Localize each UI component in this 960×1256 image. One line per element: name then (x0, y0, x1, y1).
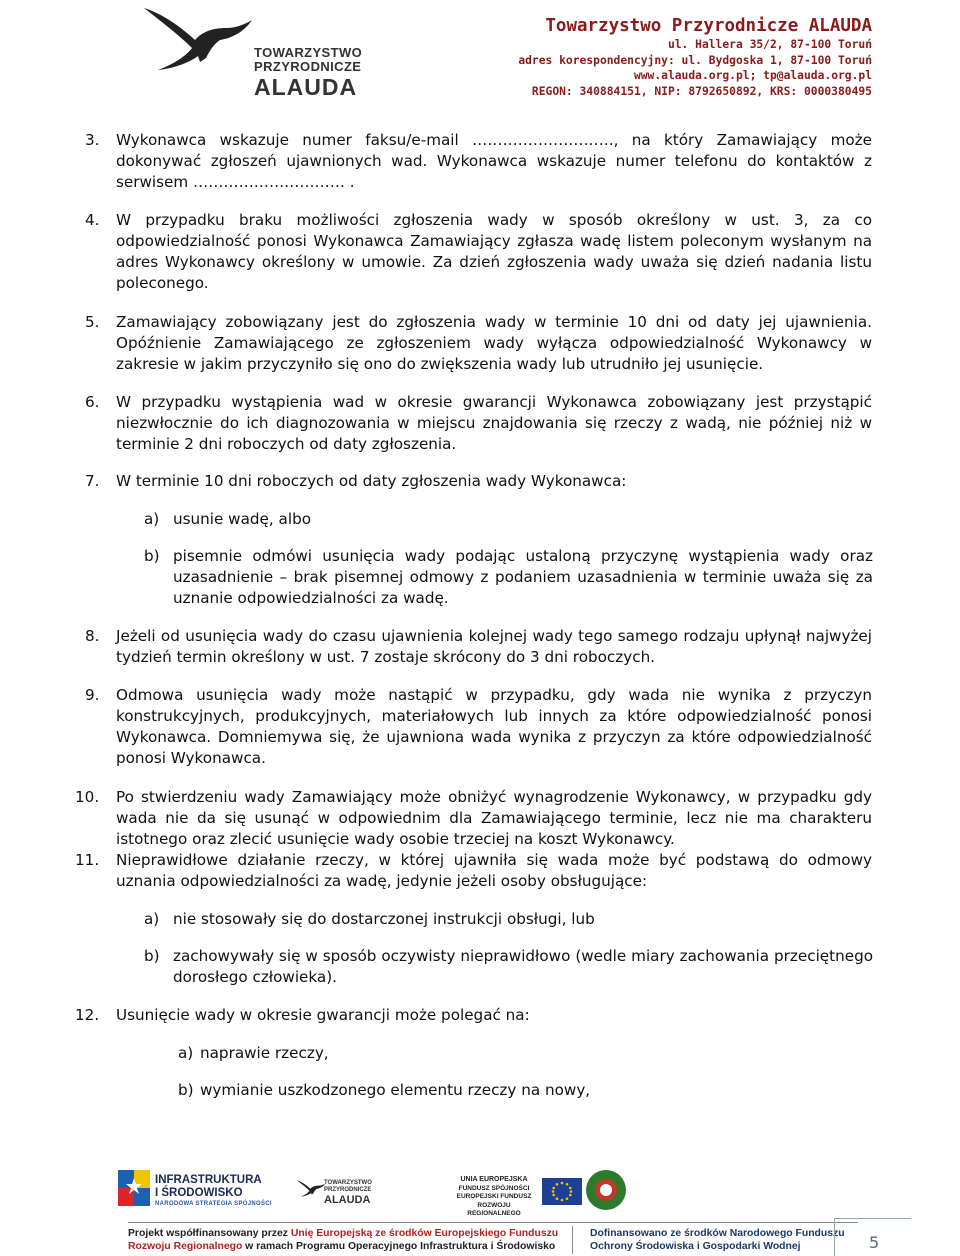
item-text: W terminie 10 dni roboczych od daty zgłoszenia wady Wykonawca: (116, 472, 627, 490)
item-number: 9. (85, 686, 100, 704)
sub-item-text: wymianie uszkodzonego elementu rzeczy na nowy, (200, 1081, 591, 1099)
item-text: Odmowa usunięcia wady może nastąpić w przypadku, gdy wada nie wynika z przyczyn konstrukcyjnych, produkcyjnych, materiałowych lub innych za które odpowiedzialność ponosi Wykonawca. Domniemywa się, że ujawniona wada wynika z przyczyn za które odpowiedzialność ponosi Wykonawca. (116, 686, 872, 767)
registry-numbers: REGON: 340884151, NIP: 8792650892, KRS: 0000380495 (531, 84, 872, 98)
sub-item-letter: a) (178, 1044, 194, 1062)
correspondence-address: adres korespondencyjny: ul. Bydgoska 1, 87-100 Toruń (518, 53, 872, 67)
page-header (0, 0, 960, 110)
sub-item-text: usunie wadę, albo (173, 510, 312, 528)
page-footer (0, 1158, 960, 1255)
logo-line-2: PRZYRODNICZE (254, 59, 362, 74)
nfos-line-1: Dofinansowano ze środków Narodowego Funduszu (590, 1228, 845, 1239)
project-text-red: Unię Europejską ze środków Europejskiego Funduszu (290, 1228, 559, 1239)
infrastruktura-logo-icon (116, 1168, 152, 1208)
nfos-line-2: Ochrony Środowiska i Gospodarki Wodnej (590, 1240, 801, 1252)
logo-line-3: ALAUDA (254, 74, 358, 100)
list-item (85, 130, 872, 193)
item-text: W przypadku braku możliwości zgłoszenia wady w sposób określony w ust. 3, za co odpowiedzialność ponosi Wykonawca Zamawiający zgłasza wadę listem poleconym wysłanym na adres Wykonawcy określony w umowie. Za dzień zgłoszenia wady uważa się dzień nadania listu poleconego. (116, 211, 872, 292)
list-item (85, 210, 872, 294)
infra-line-3: NARODOWA STRATEGIA SPÓJNOŚCI (155, 1201, 272, 1207)
item-number: 7. (85, 472, 100, 490)
logo-line-1: TOWARZYSTWO (254, 45, 363, 60)
alauda-small-line-1: TOWARZYSTWO (324, 1180, 372, 1186)
sub-item-letter: a) (144, 510, 160, 528)
eu-line-4: ROZWOJU REGIONALNEGO (467, 1201, 521, 1217)
sub-item-text: nie stosowały się do dostarczonej instrukcji obsługi, lub (173, 910, 595, 928)
list-item (85, 471, 872, 492)
item-number: 8. (85, 627, 100, 645)
organization-name: Towarzystwo Przyrodnicze ALAUDA (545, 16, 872, 36)
nfosigw-funding-note (590, 1228, 845, 1253)
project-text-black-2: w ramach Programu Operacyjnego Infrastruktura i Środowisko (242, 1240, 556, 1252)
sub-item-letter: b) (144, 547, 160, 565)
alauda-small-line-3: ALAUDA (324, 1194, 371, 1206)
eu-flag-icon (542, 1178, 582, 1205)
infra-line-2: I ŚRODOWISKO (155, 1187, 243, 1199)
project-text-black: Projekt współfinansowany przez (128, 1228, 291, 1239)
item-number: 3. (85, 131, 100, 149)
contact-line[interactable]: www.alauda.org.pl; tp@alauda.org.pl (633, 69, 872, 82)
sub-list-item (144, 509, 873, 530)
sub-item-text: pisemnie odmówi usunięcia wady podając ustaloną przyczynę wystąpienia wady oraz uzasadnienie – brak pisemnej odmowy z podaniem uzasadnienia w terminie uważa się za uznanie odpowiedzialności za wadę. (173, 547, 873, 607)
list-item (75, 787, 872, 850)
alauda-bird-logo-icon (140, 2, 255, 72)
sub-list-item (178, 1080, 873, 1101)
footer-divider (128, 1222, 858, 1223)
eu-line-2: FUNDUSZ SPÓJNOŚCI (458, 1184, 530, 1192)
sub-item-letter: b) (144, 947, 160, 965)
item-number: 11. (75, 851, 100, 869)
item-number: 4. (85, 211, 100, 229)
item-text: Zamawiający zobowiązany jest do zgłoszenia wady w terminie 10 dni od daty jej ujawnienia. Opóźnienie Zamawiającego ze zgłoszeniem wady wyłącza odpowiedzialność Wykonawcy w zakresie w jakim przyczyniło się ono do zwiększenia wady lub utrudniło jej usunięcie. (116, 313, 872, 373)
item-text: W przypadku wystąpienia wad w okresie gwarancji Wykonawca zobowiązany jest przystąpić niezwłocznie do ich diagnozowania w miejscu znajdowania się rzeczy z wadą, nie później niż w terminie 2 dni roboczych od daty zgłoszenia. (116, 393, 872, 453)
sub-item-letter: b) (178, 1081, 194, 1099)
infrastruktura-logo-text (155, 1174, 272, 1209)
project-funding-note (128, 1228, 558, 1253)
infra-line-1: INFRASTRUKTURA (155, 1174, 262, 1186)
item-text: Po stwierdzeniu wady Zamawiający może obniżyć wynagrodzenie Wykonawcy, w przypadku gdy wada nie da się usunąć w odpowiednim dla Zamawiającego terminie, lecz nie ma charakteru istotnego oraz zlecić usunięcie wady osobie trzeciej na koszt Wykonawcy. (116, 788, 872, 848)
eu-fund-text (454, 1176, 534, 1219)
list-item (85, 312, 872, 375)
list-item (85, 626, 872, 668)
sub-list-item (144, 546, 873, 609)
item-text: Nieprawidłowe działanie rzeczy, w której ujawniła się wada może być podstawą do odmowy uznania odpowiedzialności za wadę, jedynie jeżeli osoby obsługujące: (116, 851, 872, 890)
alauda-small-wordmark (324, 1180, 372, 1207)
sub-list-item (144, 946, 873, 988)
item-number: 6. (85, 393, 100, 411)
nfosigw-logo-icon (586, 1170, 626, 1210)
organization-address: ul. Hallera 35/2, 87-100 Toruń (667, 38, 872, 51)
organization-info (518, 15, 872, 99)
item-number: 12. (75, 1006, 100, 1024)
page-number: 5 (869, 1233, 880, 1252)
page-number-box (834, 1218, 911, 1256)
sub-item-letter: a) (144, 910, 160, 928)
eu-line-3: EUROPEJSKI FUNDUSZ (456, 1193, 532, 1200)
footer-vertical-divider (572, 1226, 573, 1254)
item-text: Usunięcie wady w okresie gwarancji może polegać na: (116, 1006, 530, 1024)
sub-item-text: zachowywały się w sposób oczywisty nieprawidłowo (wedle miary zachowania przeciętnego dorosłego człowieka). (173, 947, 873, 986)
list-item (75, 850, 872, 892)
item-number: 10. (75, 788, 100, 806)
alauda-small-bird-icon (296, 1174, 326, 1202)
eu-line-1: UNIA EUROPEJSKA (460, 1176, 528, 1183)
sub-item-text: naprawie rzeczy, (200, 1044, 329, 1062)
alauda-small-line-2: PRZYRODNICZE (324, 1187, 372, 1193)
list-item (85, 392, 872, 455)
item-text: Jeżeli od usunięcia wady do czasu ujawnienia kolejnej wady tego samego rodzaju upłynął najwyżej tydzień termin określony w ust. 7 zostaje skrócony do 3 dni roboczych. (116, 627, 872, 666)
item-number: 5. (85, 313, 100, 331)
item-text: Wykonawca wskazuje numer faksu/e-mail ………………………., na który Zamawiający może dokonywać zgłoszeń ujawnionych wad. Wykonawca wskazuje numer telefonu do kontaktów z serwisem ………………………… . (116, 131, 872, 191)
list-item (75, 1005, 872, 1026)
logo-wordmark (254, 46, 362, 100)
project-text-red-2: Rozwoju Regionalnego (128, 1240, 243, 1252)
sub-list-item (144, 909, 873, 930)
list-item (85, 685, 872, 769)
sub-list-item (178, 1043, 873, 1064)
